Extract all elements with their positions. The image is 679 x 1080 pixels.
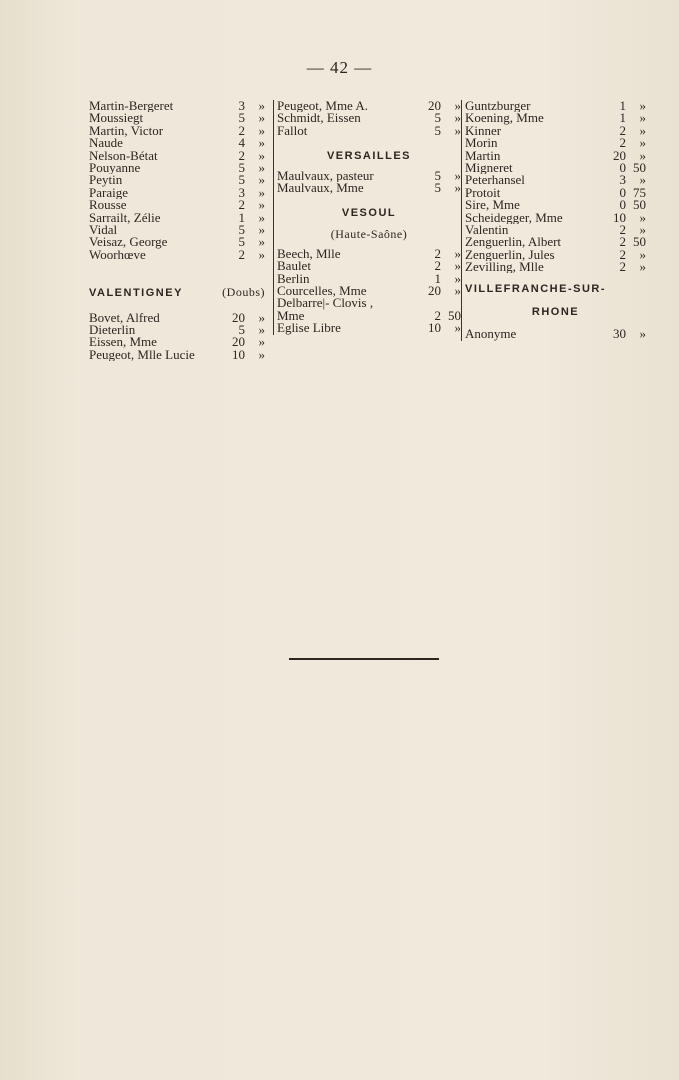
entry-name: Zenguerlin, Albert [465,236,562,249]
entry-name: Woorhœve [89,248,146,262]
entry-name: Sarrailt, Zélie [89,211,161,224]
entry-amount: 2 [619,122,626,138]
entry-amount: 2 [434,307,441,323]
entry-name: Eissen, Mme [89,336,157,349]
entry-name: Berlin [277,272,310,286]
entry-amount: 3 [238,98,245,113]
entry-name: Morin [465,137,498,150]
entry-name: Anonyme [465,328,517,341]
entry-name: Protoit [465,186,501,200]
entry-name: Peugeot, Mme A. [277,100,368,113]
entry-name: Nelson-Bétat [89,149,158,162]
list-item [465,236,646,248]
entry-cents: » [639,98,646,113]
entry-cents: » [258,246,265,262]
entry-name: Martin-Bergeret [89,100,174,113]
list-item [465,159,646,175]
entry-amount: 2 [619,246,626,262]
entry-cents: » [454,122,461,138]
entry-cents: » [639,110,646,126]
list-item [465,122,646,138]
entry-cents: » [258,172,265,188]
entry-cents: » [258,159,265,175]
list-item [277,285,461,297]
entry-amount: 1 [434,270,441,286]
entry-name: Maulvaux, pasteur [277,169,374,183]
list-item [465,184,646,200]
entry-amount: 4 [238,135,245,151]
entry-amount: 5 [434,122,441,138]
entry-cents: » [639,147,646,163]
entry-name: Pouyanne [89,161,141,175]
entry-name: Paraige [89,186,128,200]
entry-amount: 20 [613,147,626,163]
entry-cents: » [258,147,265,163]
entry-name: Schmidt, Eissen [277,112,361,125]
entry-name: Eglise Libre [277,322,341,335]
list-item [277,112,461,124]
heading-villefranche-line-2: RHONE [531,305,580,318]
section-heading-valentigney [89,286,265,299]
entry-cents: » [639,135,646,151]
list-item [465,209,646,225]
entry-name: Sire, Mme [465,199,520,212]
entry-amount: 2 [619,221,626,237]
entry-amount: 2 [619,259,626,275]
entry-name: Koening, Mme [465,112,544,125]
entry-cents: » [454,320,461,336]
entry-name: Zenguerlin, Jules [465,248,555,262]
entry-cents: 75 [633,184,646,200]
entry-name: Courcelles, Mme [277,285,367,298]
entry-amount: 1 [619,98,626,113]
entry-cents: » [639,246,646,262]
entry-amount: 3 [619,172,626,188]
entry-name: Peugeot, Mlle Lucie [89,348,195,362]
entry-amount: 5 [434,167,441,183]
entry-amount: 5 [238,110,245,126]
entry-amount: 5 [238,221,245,237]
list-item [277,167,461,183]
entry-cents: » [258,209,265,225]
entry-name: Martin [465,149,501,162]
list-item [465,246,646,262]
entry-amount: 20 [428,283,441,299]
entry-amount: 30 [613,326,626,342]
entry-cents: » [258,234,265,250]
heading-villefranche-line-1: VILLEFRANCHE-SUR- [465,283,606,296]
list-item [277,100,461,112]
entry-amount: 2 [434,245,441,261]
entry-amount: 5 [434,180,441,196]
entry-cents: » [454,283,461,299]
entry-amount: 2 [619,234,626,250]
entry-cents: » [639,259,646,275]
entry-cents: » [258,221,265,237]
entry-cents: » [258,98,265,113]
entry-name: Moussiegt [89,112,144,125]
entry-cents: 50 [633,197,646,213]
entry-name: Scheidegger, Mme [465,211,563,224]
entry-amount: 0 [619,184,626,200]
list-item [89,246,265,262]
entry-amount: 1 [238,209,245,225]
entry-name: Kinner [465,124,502,138]
entry-name: Martin, Victor [89,124,164,138]
entry-amount: 2 [238,122,245,138]
entry-name: Valentin [465,223,509,237]
entry-amount: 0 [619,159,626,175]
list-item [465,221,646,237]
list-item [465,328,646,340]
entry-amount: 2 [238,197,245,213]
entry-cents: 50 [448,307,461,323]
entry-cents: » [454,245,461,261]
entry-cents: 50 [633,159,646,175]
entry-cents: » [258,309,265,325]
entry-name: Baulet [277,260,311,273]
entry-amount: 0 [619,197,626,213]
entry-name: Mme [277,309,305,323]
list-item [89,346,265,362]
entry-cents: 50 [633,234,646,250]
column-2 [273,100,461,335]
entry-name: Naude [89,137,123,150]
column-3 [461,100,646,341]
entry-name: Fallot [277,124,308,138]
entry-cents: » [454,258,461,274]
entry-cents: » [258,110,265,126]
list-item [465,147,646,163]
entry-amount: 10 [428,320,441,336]
entry-cents: » [454,270,461,286]
entry-name: Rousse [89,199,127,212]
list-item [277,260,461,272]
list-item [277,122,461,138]
list-item [465,100,646,112]
entry-cents: » [258,184,265,200]
entry-name: Veisaz, George [89,236,168,249]
heading-valentigney: VALENTIGNEY [89,286,183,299]
entry-cents: » [454,110,461,126]
entry-name: Guntzburger [465,100,531,113]
entry-amount: 5 [434,110,441,126]
entry-name: Zevilling, Mlle [465,261,544,274]
entry-cents: » [639,326,646,342]
entry-amount: 2 [619,135,626,151]
region-haute-saone: (Haute-Saône) [330,226,408,241]
page-number: — 42 — [306,58,373,77]
heading-versailles: VERSAILLES [326,149,412,162]
entry-amount: 2 [434,258,441,274]
entry-name: Bovet, Alfred [89,311,160,325]
entry-name: Delbarre|- Clovis , [277,297,374,310]
entry-name: Dieterlin [89,324,136,337]
list-item [465,261,646,273]
column-1 [89,100,265,361]
entry-cents: » [454,180,461,196]
list-item [277,182,461,194]
list-item [465,112,646,124]
entry-name: Migneret [465,161,513,175]
entry-cents: » [258,322,265,338]
divider-rule [289,658,439,660]
list-item [277,297,461,309]
entry-cents: » [258,334,265,350]
entry-cents: » [639,122,646,138]
entry-name: Maulvaux, Mme [277,182,364,195]
entry-cents: » [454,167,461,183]
list-item [277,322,461,334]
entry-name: Peytin [89,174,123,187]
entry-cents: » [258,346,265,362]
list-item [465,174,646,186]
entry-amount: 20 [232,334,245,350]
entry-cents: » [639,209,646,225]
entry-amount: 2 [238,246,245,262]
entry-name: Vidal [89,223,118,237]
entry-amount: 10 [232,346,245,362]
entry-amount: 5 [238,172,245,188]
entry-cents: » [454,98,461,113]
entry-cents: » [639,172,646,188]
entry-amount: 5 [238,322,245,338]
heading-vesoul: VESOUL [341,207,397,220]
entry-name: Beech, Mlle [277,247,341,261]
entry-name: Peterhansel [465,174,525,187]
entry-cents: » [258,197,265,213]
entry-amount: 1 [619,110,626,126]
entry-amount: 20 [428,98,441,113]
entry-cents: » [258,122,265,138]
region-doubs: (Doubs) [222,284,265,299]
entry-cents: » [258,135,265,151]
list-item [277,245,461,261]
entry-amount: 5 [238,234,245,250]
entry-amount: 2 [238,147,245,163]
entry-amount: 20 [232,309,245,325]
entry-amount: 10 [613,209,626,225]
entry-amount: 3 [238,184,245,200]
entry-cents: » [639,221,646,237]
entry-amount: 5 [238,159,245,175]
